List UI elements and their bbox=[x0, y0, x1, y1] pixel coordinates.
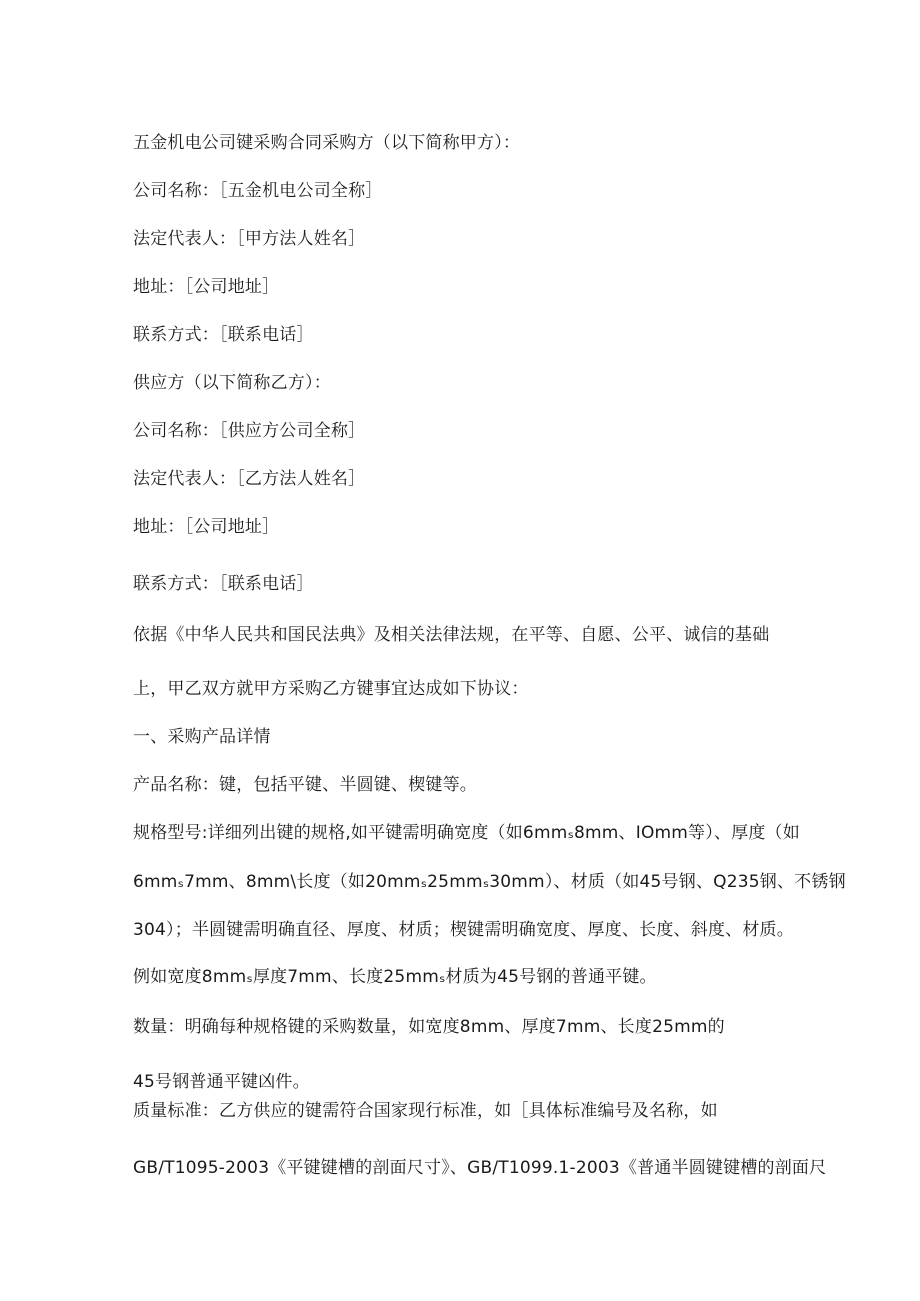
preamble-line-2: 上，甲乙双方就甲方采购乙方键事宜达成如下协议： bbox=[133, 679, 529, 699]
quantity-line-1: 数量：明确每种规格键的采购数量，如宽度8mm、厚度7mm、长度25mm的 bbox=[133, 1017, 725, 1037]
product-name: 产品名称：键，包括平键、半圆键、楔键等。 bbox=[133, 775, 477, 795]
supplier-address: 地址：［公司地址］ bbox=[133, 517, 280, 537]
supplier-company-name: 公司名称：［供应方公司全称］ bbox=[133, 421, 366, 441]
specification-example: 例如宽度8mmₛ厚度7mm、长度25mmₛ材质为45号钢的普通平键。 bbox=[133, 967, 657, 987]
buyer-company-name: 公司名称：［五金机电公司全称］ bbox=[133, 181, 383, 201]
quality-standard-line-2: GB/T1095-2003《平键键槽的剖面尺寸》、GB/T1099.1-2003《普通半圆键键槽的剖面尺 bbox=[133, 1158, 827, 1178]
specification-line-2: 6mmₛ7mm、8mm\长度（如20mmₛ25mmₛ30mm）、材质（如45号钢、Q235钢、不锈钢 bbox=[133, 872, 846, 892]
contract-title-buyer-heading: 五金机电公司键采购合同采购方（以下简称甲方）： bbox=[133, 133, 521, 153]
buyer-address: 地址：［公司地址］ bbox=[133, 277, 280, 297]
section-heading-1: 一、采购产品详情 bbox=[133, 727, 271, 747]
buyer-contact: 联系方式：［联系电话］ bbox=[133, 325, 314, 345]
quantity-line-2: 45号钢普通平键凶件。 bbox=[133, 1072, 310, 1092]
supplier-heading: 供应方（以下简称乙方）： bbox=[133, 373, 331, 393]
quality-standard-line-1: 质量标准：乙方供应的键需符合国家现行标准，如［具体标准编号及名称，如 bbox=[133, 1101, 718, 1121]
specification-line-1: 规格型号:详细列出键的规格,如平键需明确宽度（如6mmₛ8mm、IOmm等）、厚度（如 bbox=[133, 823, 800, 843]
supplier-contact: 联系方式：［联系电话］ bbox=[133, 574, 314, 594]
buyer-legal-representative: 法定代表人：［甲方法人姓名］ bbox=[133, 229, 366, 249]
specification-line-3: 304）；半圆键需明确直径、厚度、材质；楔键需明确宽度、厚度、长度、斜度、材质。 bbox=[133, 920, 794, 940]
supplier-legal-representative: 法定代表人：［乙方法人姓名］ bbox=[133, 469, 366, 489]
preamble-line-1: 依据《中华人民共和国民法典》及相关法律法规，在平等、自愿、公平、诚信的基础 bbox=[133, 625, 770, 645]
